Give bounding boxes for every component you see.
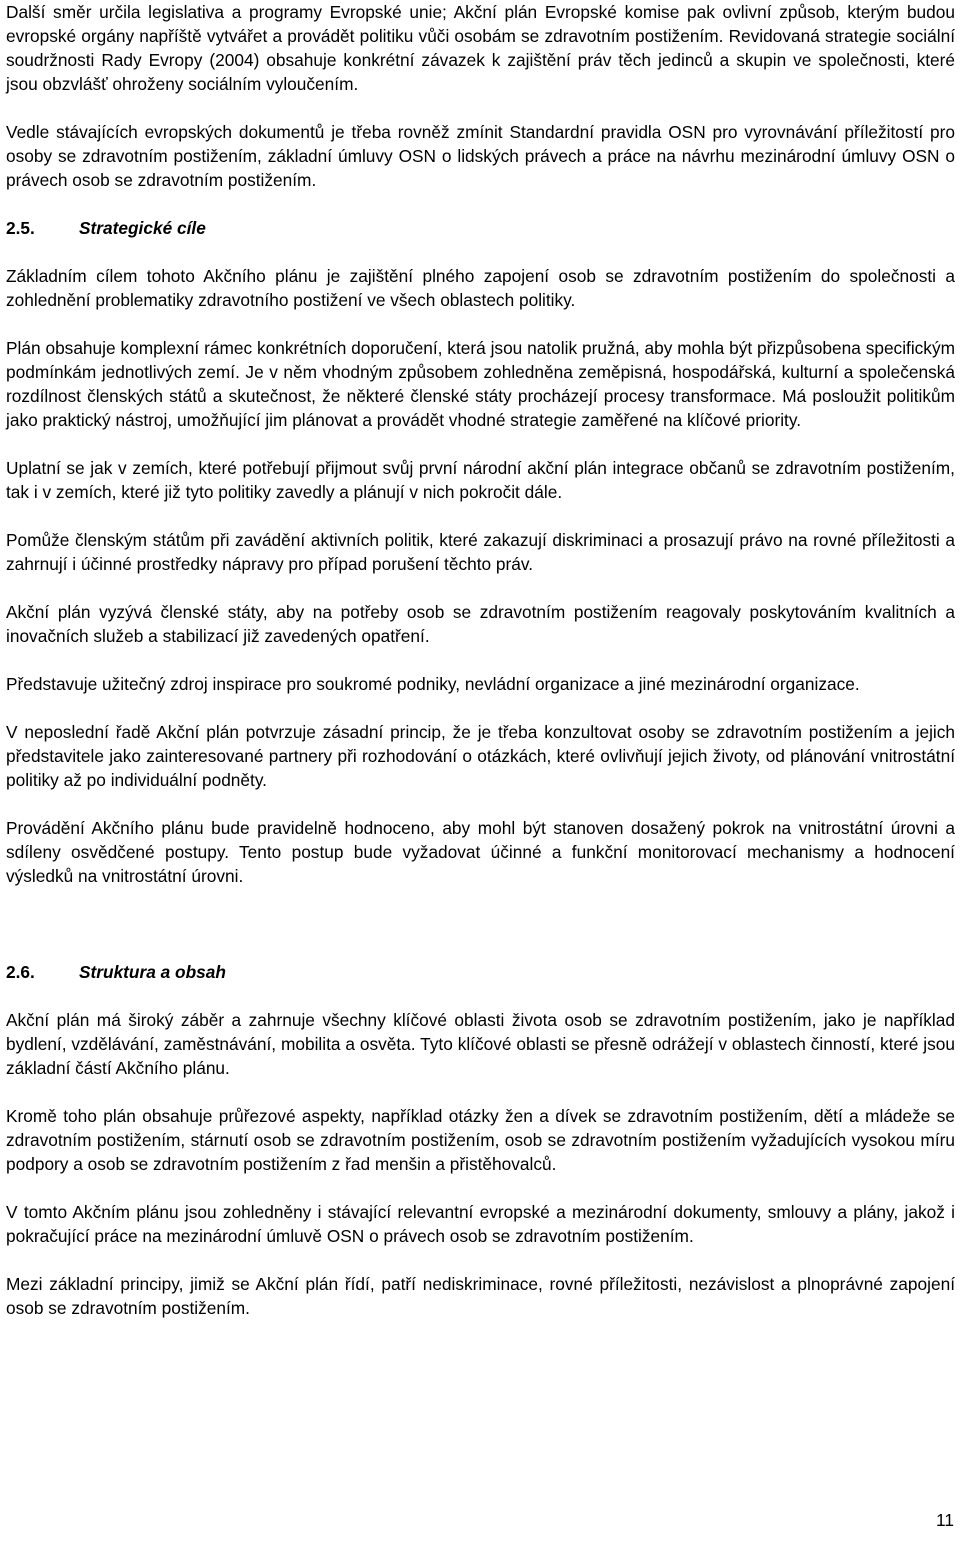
paragraph: V neposlední řadě Akční plán potvrzuje zásadní princip, že je třeba konzultovat osoby se zdravotním postižením a jejich představitele jako zainteresované partnery při rozhodování o otázkách, které ovlivňují jejich životy, od plánování vnitrostátní politiky až po individuální podněty.: [6, 722, 955, 790]
section-number: 2.6.: [6, 962, 35, 982]
paragraph: Uplatní se jak v zemích, které potřebují přijmout svůj první národní akční plán integrace občanů se zdravotním postižením, tak i v zemích, které již tyto politiky zavedly a plánují v nich pokročit dále.: [6, 458, 955, 502]
paragraph-intro-eu: Další směr určila legislativa a programy Evropské unie; Akční plán Evropské komise pak ovlivní způsob, kterým budou evropské orgány napříště vytvářet a provádět politiku vůči osobám se zdravotním postižením. Revidovaná strategie sociální soudržnosti Rady Evropy (2004) obsahuje konkrétní závazek k zajištění práv těch jedinců a skupin ve společnosti, které jsou obzvlášť ohroženy sociálním vyloučením.: [6, 2, 955, 94]
document-page: [6, 0, 955, 1320]
paragraph: Provádění Akčního plánu bude pravidelně hodnoceno, aby mohl být stanoven dosažený pokrok na vnitrostátní úrovni a sdíleny osvědčené postupy. Tento postup bude vyžadovat účinné a funkční monitorovací mechanismy a hodnocení výsledků na vnitrostátní úrovni.: [6, 818, 955, 886]
paragraph: Akční plán vyzývá členské státy, aby na potřeby osob se zdravotním postižením reagovaly poskytováním kvalitních a inovačních služeb a stabilizací již zavedených opatření.: [6, 602, 955, 646]
paragraph: Akční plán má široký záběr a zahrnuje všechny klíčové oblasti života osob se zdravotním postižením, jako je například bydlení, vzdělávání, zaměstnávání, mobilita a osvěta. Tyto klíčové oblasti se přesně odrážejí v oblastech činností, které jsou základní částí Akčního plánu.: [6, 1010, 955, 1078]
section-heading-strategic-goals: [6, 216, 955, 240]
paragraph: Představuje užitečný zdroj inspirace pro soukromé podniky, nevládní organizace a jiné mezinárodní organizace.: [6, 674, 860, 694]
paragraph: Základním cílem tohoto Akčního plánu je zajištění plného zapojení osob se zdravotním postižením do společnosti a zohlednění problematiky zdravotního postižení ve všech oblastech politiky.: [6, 266, 955, 310]
page-number: 11: [936, 1510, 954, 1530]
section-number: 2.5.: [6, 218, 35, 238]
paragraph: Mezi základní principy, jimiž se Akční plán řídí, patří nediskriminace, rovné příležitosti, nezávislost a plnoprávné zapojení osob se zdravotním postižením.: [6, 1274, 955, 1318]
paragraph: Pomůže členským státům při zavádění aktivních politik, které zakazují diskriminaci a prosazují právo na rovné příležitosti a zahrnují i účinné prostředky nápravy pro případ porušení těchto práv.: [6, 530, 955, 574]
paragraph: Kromě toho plán obsahuje průřezové aspekty, například otázky žen a dívek se zdravotním postižením, dětí a mládeže se zdravotním postižením, stárnutí osob se zdravotním postižením, osob se zdravotním postižením vyžadujících vysokou míru podpory a osob se zdravotním postižením z řad menšin a přistěhovalců.: [6, 1106, 955, 1174]
paragraph-intro-un: Vedle stávajících evropských dokumentů je třeba rovněž zmínit Standardní pravidla OSN pro vyrovnávání příležitostí pro osoby se zdravotním postižením, základní úmluvy OSN o lidských právech a práce na návrhu mezinárodní úmluvy OSN o právech osob se zdravotním postižením.: [6, 122, 955, 190]
section-title: Struktura a obsah: [79, 962, 226, 982]
section-heading-structure: [6, 960, 955, 984]
paragraph: Plán obsahuje komplexní rámec konkrétních doporučení, která jsou natolik pružná, aby mohla být přizpůsobena specifickým podmínkám jednotlivých zemí. Je v něm vhodným způsobem zohledněna zeměpisná, hospodářská, kulturní a společenská rozdílnost členských států a skutečnost, že některé členské státy procházejí procesy transformace. Má posloužit politikům jako praktický nástroj, umožňující jim plánovat a provádět vhodné strategie zaměřené na klíčové priority.: [6, 338, 955, 430]
paragraph: V tomto Akčním plánu jsou zohledněny i stávající relevantní evropské a mezinárodní dokumenty, smlouvy a plány, jakož i pokračující práce na mezinárodní úmluvě OSN o právech osob se zdravotním postižením.: [6, 1202, 955, 1246]
section-title: Strategické cíle: [79, 218, 206, 238]
